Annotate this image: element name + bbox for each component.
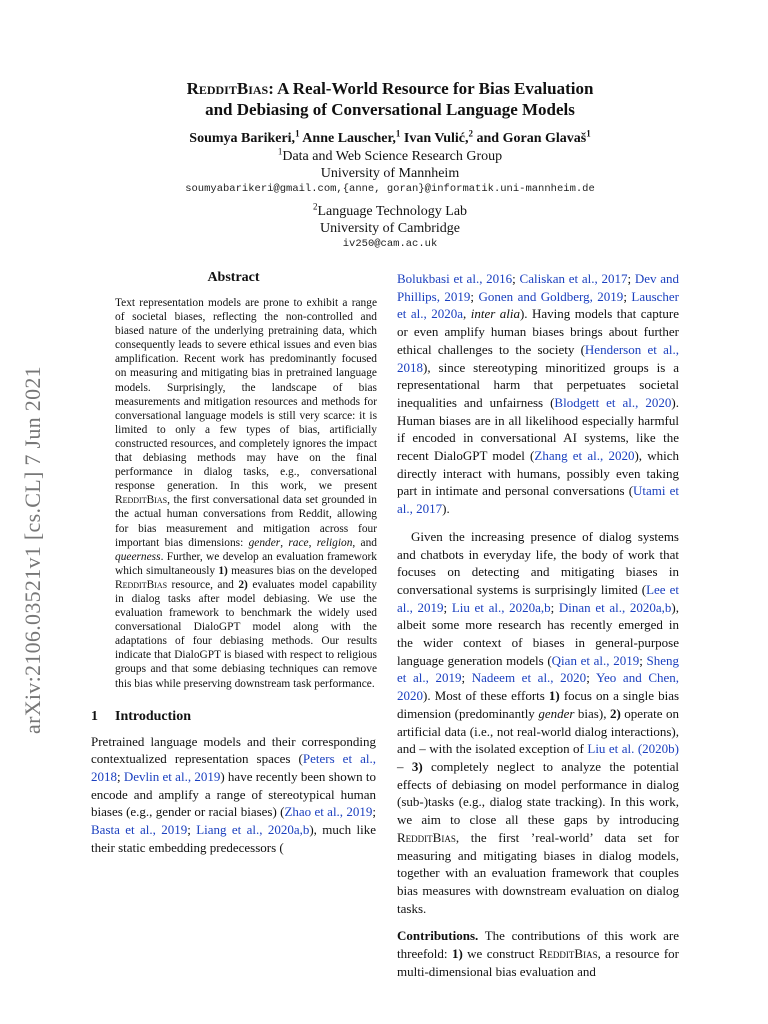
author-2: Anne Lauscher,	[302, 131, 396, 146]
enum-marker: 2)	[609, 705, 621, 721]
title-line2: and Debiasing of Conversational Language Models	[205, 100, 575, 119]
citation-link[interactable]: Zhang et al., 2020	[534, 448, 635, 464]
citation-link[interactable]: Bolukbasi et al., 2016	[397, 271, 513, 286]
text-run: ) have recently been shown to encode and amplify a range of stereotypical human biases (e.g., gender or racial biases) (	[91, 769, 376, 820]
text-run: ;	[639, 652, 643, 668]
citation-link[interactable]: Caliskan et al., 2017	[519, 271, 628, 286]
enum-marker: 1)	[451, 946, 463, 962]
aff2-sup: 2	[312, 201, 318, 212]
text-run: ). Having models that capture or even amplify human biases brings about further ethical challenges to the society (	[397, 306, 679, 357]
text-run: ;	[372, 804, 376, 820]
abstract-punct: , and	[352, 536, 377, 549]
text-run: ;	[443, 599, 448, 615]
enum-marker: 3)	[411, 758, 423, 774]
author-3-sup: 2	[468, 128, 474, 139]
text-run: , the first ’real-world’ data set for measuring and mitigating biases in dialog models, together with an evaluation framework that couples bias measures with downstream evaluation on dialog tasks.	[397, 829, 679, 916]
aff1-sup: 1	[277, 146, 283, 157]
text-run: bias),	[577, 705, 607, 721]
abstract-part: evaluates model capability in dialog tasks after model debiasing. We use the evaluation framework to benchmark the widely used conversational DialoGPT model along with the adaptations of four debiasing methods. Our results indicate that DialoGPT is biased with respect to religious groups and that some debiasing techniques can remove this bias while preserving downstream task performance.	[115, 578, 377, 690]
abstract-part: , the first conversational data set grounded in the actual human conversations from Reddit, allowing for bias measurement and mitigation across four important bias dimensions:	[115, 494, 377, 549]
abstract-part: . Further, we develop an evaluation framework which simultaneously	[115, 550, 377, 577]
abstract-part: resource, and	[171, 578, 234, 591]
intro-paragraph-2	[397, 528, 679, 917]
text-run: ), much like their static embedding predecessors (	[91, 822, 376, 855]
aff2-group: Language Technology Lab	[317, 204, 468, 219]
text-run: ;	[586, 670, 590, 686]
text-run: completely neglect to analyze the potential effects of debiasing on model performance in dialog (sub-)tasks (e.g., dialog state tracking). In this work, we aim to close all these gaps by introducing	[397, 758, 679, 828]
citation-link[interactable]: Yeo and Chen, 2020	[397, 670, 680, 704]
contributions-paragraph	[397, 927, 679, 980]
aff1-email: soumyabarikeri@gmail.com,{anne, goran}@informatik.uni-mannheim.de	[185, 183, 595, 195]
text-run: inter alia	[470, 306, 520, 322]
text-run: ;	[512, 271, 516, 286]
citation-link[interactable]: Peters et al., 2018	[91, 751, 376, 785]
arxiv-identifier-stamp	[22, 330, 44, 770]
citation-link[interactable]: Utami et al., 2017	[397, 483, 679, 517]
author-list	[80, 130, 700, 148]
author-4: Goran Glavaš	[502, 131, 587, 146]
text-run: , a resource for multi-dimensional bias evaluation and	[397, 946, 679, 979]
text-run: The contributions of this work are threefold:	[397, 928, 679, 962]
author-2-sup: 1	[395, 128, 401, 139]
bias-dimension: religion	[316, 536, 353, 549]
section-number: 1	[91, 708, 98, 724]
text-run: Pretrained language models and their corresponding contextualized representation spaces (	[91, 733, 376, 767]
abstract-text	[115, 296, 377, 691]
arxiv-id-text: arXiv:2106.03521v1 [cs.CL] 7 Jun 2021	[20, 366, 45, 734]
author-separator: and	[476, 131, 500, 146]
citation-link[interactable]: Zhao et al., 2019	[284, 804, 373, 820]
citation-link[interactable]: Dinan et al., 2020a,b	[558, 599, 672, 615]
text-run: ;	[623, 288, 627, 304]
author-3: Ivan Vulić,	[403, 131, 469, 146]
text-run: ), which directly interact with humans, possibly even taking part in intimate and personal conversations (	[397, 448, 679, 499]
affiliation-2	[80, 203, 700, 252]
text-run: focus on a single bias dimension (predominantly	[397, 688, 680, 721]
title-line1-rest: : A Real-World Resource for Bias Evaluation	[268, 79, 594, 98]
enum-marker: 1)	[218, 564, 228, 577]
author-1-sup: 1	[295, 128, 300, 139]
paper-title	[80, 78, 700, 120]
text-run: ;	[461, 670, 466, 686]
text-run: ). Human biases are in all likelihood especially harmful if encoded in conversational AI systems, like the recent DialoGPT model (	[397, 394, 679, 464]
citation-link[interactable]: Liu et al., 2020a,b	[451, 599, 551, 615]
affiliation-1	[80, 148, 700, 197]
citation-link[interactable]: Liang et al., 2020a,b	[196, 822, 310, 838]
contributions-heading: Contributions.	[397, 928, 479, 944]
text-run: ), since stereotyping minoritized groups is a representational harm that perpetuates societal inequalities and unfairness (	[397, 359, 679, 410]
citation-link[interactable]: Devlin et al., 2019	[123, 769, 221, 785]
enum-marker: 2)	[238, 578, 248, 591]
abstract-brand: RedditBias	[115, 578, 168, 591]
brand-name: RedditBias	[397, 829, 456, 845]
abstract-heading: Abstract	[207, 270, 260, 285]
citation-link[interactable]: Lauscher et al., 2020a	[397, 288, 680, 322]
abstract-brand: RedditBias	[115, 494, 168, 507]
text-run: ;	[187, 822, 191, 838]
citation-link[interactable]: Gonen and Goldberg, 2019	[478, 288, 624, 304]
text-run: Given the increasing presence of dialog systems and chatbots in everyday life, the body of work that focuses on detecting and mitigating biases in conversational systems is surprisingly limited (	[397, 528, 679, 597]
text-run: ;	[117, 769, 121, 785]
abstract-part: Text representation models are prone to exhibit a range of societal biases, reflecting the non-controlled and biased nature of the underlying pretraining data, which consequently leads to severe ethical issues and even bias amplification. Recent work has predominantly focused on measuring and mitigating bias in pretrained language models. Surprisingly, the landscape of bias measurements and mitigation resources and methods for conversational language models is still very scarce: it is limited to only a few types of bias, artificially constructed resources, and completely ignores the impact that debiasing methods may have on the final performance in dialog tasks, e.g., conversational response generation. In this work, we present	[115, 297, 377, 493]
section-heading-introduction	[91, 709, 376, 725]
abstract-punct: ,	[308, 536, 312, 549]
bias-dimension: gender	[248, 536, 281, 549]
aff2-univ: University of Cambridge	[320, 221, 460, 236]
brand-name: RedditBias	[538, 946, 598, 962]
text-run: ).	[442, 501, 450, 517]
text-run: operate on artificial data (i.e., not real-world dialog interactions), and – with the isolated exception of	[397, 705, 680, 757]
right-column	[397, 270, 679, 980]
title-brand: RedditBias	[186, 79, 269, 98]
abstract-punct: ,	[280, 536, 284, 549]
text-run: we construct	[467, 946, 535, 962]
text-run: ;	[550, 599, 555, 615]
citation-link[interactable]: Blodgett et al., 2020	[554, 394, 672, 410]
text-run: ;	[470, 288, 475, 304]
text-run: ,	[462, 306, 467, 322]
text-run: gender	[538, 705, 575, 721]
paper-header	[80, 78, 700, 252]
author-1: Soumya Barikeri,	[189, 131, 296, 146]
citation-link[interactable]: Liu et al. (2020b)	[587, 741, 680, 757]
intro-paragraph-1-start	[91, 733, 376, 857]
aff2-email: iv250@cam.ac.uk	[342, 238, 438, 250]
author-4-sup: 1	[586, 128, 591, 139]
left-column	[91, 270, 376, 857]
aff1-univ: University of Mannheim	[320, 166, 460, 181]
text-run: ;	[627, 271, 632, 286]
section-title: Introduction	[115, 708, 191, 724]
citation-link[interactable]: Henderson et al., 2018	[397, 341, 679, 375]
intro-paragraph-1-cont	[397, 270, 679, 518]
citation-link[interactable]: Dev and Phillips, 2019	[397, 271, 679, 304]
text-run: ). Most of these efforts	[423, 688, 545, 704]
enum-marker: 1)	[548, 688, 560, 704]
bias-dimension: queerness	[115, 550, 161, 563]
citation-link[interactable]: Nadeem et al., 2020	[471, 670, 587, 686]
citation-link[interactable]: Basta et al., 2019	[91, 822, 188, 838]
aff1-group: Data and Web Science Research Group	[282, 149, 503, 164]
citation-link[interactable]: Lee et al., 2019	[397, 581, 679, 615]
bias-dimension: race	[288, 536, 309, 549]
abstract-part: measures bias on the developed	[231, 564, 377, 577]
text-run: –	[397, 758, 404, 774]
text-run: ), albeit some more research has recently emerged in the wider context of biases in general-purpose language generation models (	[397, 599, 680, 668]
citation-link[interactable]: Sheng et al., 2019	[397, 652, 679, 686]
citation-link[interactable]: Qian et al., 2019	[551, 652, 640, 668]
